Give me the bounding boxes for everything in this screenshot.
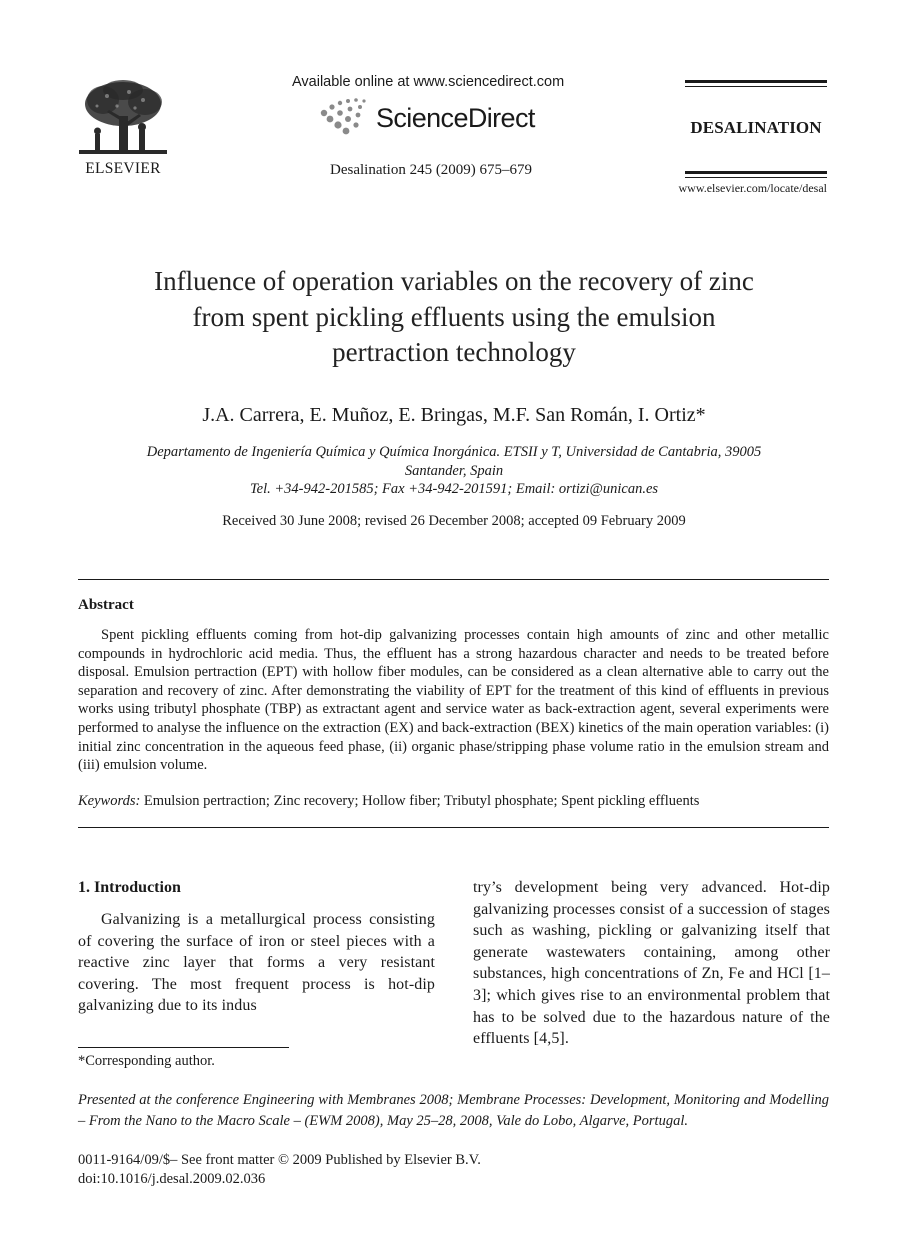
available-online-link[interactable]: Available online at www.sciencedirect.com — [292, 74, 565, 90]
intro-left-column: Galvanizing is a metallurgical process consisting of covering the surface of iron or steel pieces with a reactive zinc layer that forms a very resistant covering. The most frequent process is hot-dip galvanizing due to its indus — [78, 911, 435, 1015]
abstract-top-rule — [78, 579, 829, 580]
affiliation-line: Departamento de Ingeniería Química y Química Inorgánica. ETSII y T, Universidad de Cantabria, 39005 — [146, 444, 762, 460]
abstract-text: Spent pickling effluents coming from hot-dip galvanizing processes contain high amounts of zinc and other metallic compounds in hydrochloric acid media. Thus, the effluent has a strong hazardous character and needs to be treated before disposal. Emulsion pertraction (EPT) with hollow fiber modules, can be considered as a clean alternative able to carry out the separation and recovery of zinc. After demonstrating the viability of EPT for the treatment of this kind of effluents in previous works using tributyl phosphate (TBP) as extractant agent and service water as back-extraction agent, several experiments were performed to analyse the influence on the extraction (EX) and back-extraction (BEX) kinetics of the main operation variables: (i) initial zinc concentration in the aqueous feed phase, (ii) organic phase/stripping phase volume ratio in the emulsion stream and (iii) emulsion volume. — [78, 627, 829, 774]
affiliation — [80, 443, 828, 499]
affiliation-line: Santander, Spain — [404, 462, 504, 479]
keywords-list: Emulsion pertraction; Zinc recovery; Hollow fiber; Tributyl phosphate; Spent pickling effluents — [143, 793, 700, 809]
abstract-bottom-rule — [78, 827, 829, 828]
keywords-label: Keywords: — [78, 793, 141, 809]
journal-citation: Desalination 245 (2009) 675–679 — [330, 162, 533, 178]
abstract-heading: Abstract — [78, 597, 134, 613]
author-list: J.A. Carrera, E. Muñoz, E. Bringas, M.F. San Román, I. Ortiz* — [202, 404, 706, 426]
journal-title: DESALINATION — [690, 118, 822, 137]
journal-url-link[interactable]: www.elsevier.com/locate/desal — [678, 181, 827, 195]
journal-rule — [685, 80, 827, 83]
doi-line: doi:10.1016/j.desal.2009.02.036 — [78, 1170, 266, 1187]
article-title — [80, 264, 828, 371]
conference-note: Presented at the conference Engineering with Membranes 2008; Membrane Processes: Development, Monitoring and Modelling – From the Nano to the Macro Scale – (EWM 2008), May 25–28, 2008, Vale do Lobo, Algarve, Portugal. — [78, 1092, 829, 1129]
title-line: Influence of operation variables on the recovery of zinc — [154, 266, 754, 296]
intro-right-column: try’s development being very advanced. Hot-dip galvanizing processes consist of a succession of stages such as washing, pickling or galvanizing itself that generate wastewaters containing, among other substances, high concentrations of Zn, Fe and HCl [1–3]; which gives rise to an environmental problem that has to be solved due to the hazardous nature of the effluents [4,5]. — [473, 879, 830, 1048]
journal-rule — [685, 177, 827, 178]
title-line: pertraction technology — [332, 337, 576, 367]
sciencedirect-dots-icon — [318, 97, 376, 137]
received-dates: Received 30 June 2008; revised 26 December 2008; accepted 09 February 2009 — [222, 513, 686, 529]
sciencedirect-brand: ScienceDirect — [376, 103, 535, 133]
front-matter — [78, 1151, 481, 1188]
section-heading-introduction: 1. Introduction — [78, 879, 181, 896]
title-line: from spent pickling effluents using the emulsion — [192, 301, 716, 332]
publisher-name: ELSEVIER — [85, 160, 161, 177]
keywords — [78, 793, 829, 810]
journal-rule — [685, 171, 827, 174]
footnote-rule — [78, 1047, 289, 1048]
contact-line: Tel. +34-942-201585; Fax +34-942-201591; Email: ortizi@unican.es — [249, 481, 659, 497]
corresponding-author-note: *Corresponding author. — [78, 1053, 215, 1069]
issn-line: 0011-9164/09/$– See front matter © 2009 Published by Elsevier B.V. — [78, 1152, 481, 1168]
journal-rule — [685, 86, 827, 87]
